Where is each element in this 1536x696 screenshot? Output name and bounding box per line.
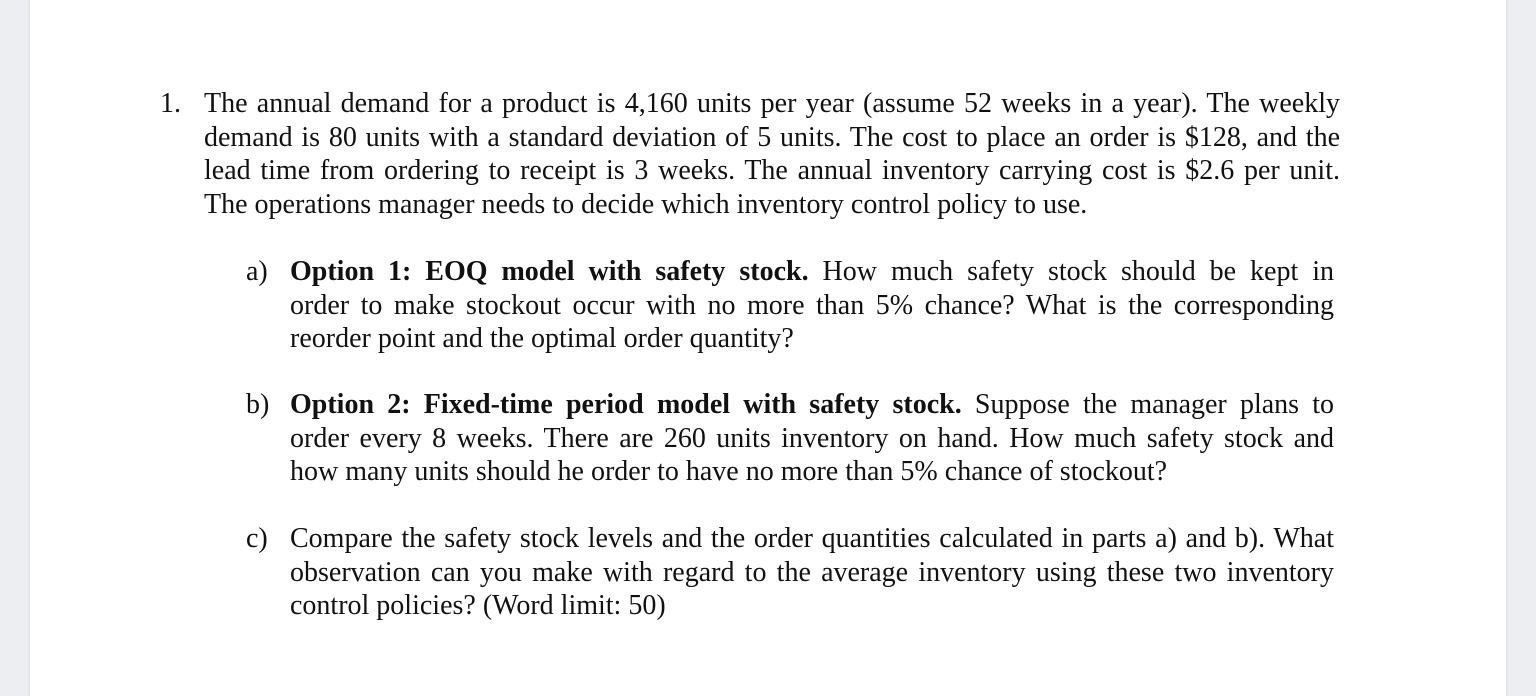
part-c-label: c) bbox=[246, 523, 268, 554]
part-a-label: a) bbox=[246, 256, 268, 287]
part-a-line-1 bbox=[290, 255, 1334, 289]
part-a-line-1-rest: How much safety stock should be kept in bbox=[808, 256, 1334, 287]
part-a-line-2: order to make stockout occur with no more than 5% chance? What is the corresponding bbox=[290, 289, 1334, 321]
part-a bbox=[246, 255, 1334, 356]
part-c-line-2: observation can you make with regard to the average inventory using these two inventory bbox=[290, 556, 1334, 588]
question-number: 1. bbox=[160, 88, 181, 119]
part-b-label: b) bbox=[246, 389, 270, 420]
question-line: The operations manager needs to decide which inventory control policy to use. bbox=[204, 188, 1088, 220]
part-b-line-1-rest: Suppose the manager plans to bbox=[961, 389, 1335, 420]
question-line: The annual demand for a product is 4,160 units per year (assume 52 weeks in a year). The weekly bbox=[204, 88, 1340, 119]
part-b-line-3: how many units should he order to have no more than 5% chance of stockout? bbox=[290, 456, 1168, 487]
question-text bbox=[204, 87, 1340, 221]
question-1 bbox=[160, 87, 1340, 221]
part-c-line-1: Compare the safety stock levels and the order quantities calculated in parts a) and b). What bbox=[290, 523, 1334, 554]
part-c-line-3: control policies? (Word limit: 50) bbox=[290, 590, 666, 621]
part-a-heading: Option 1: EOQ model with safety stock. bbox=[290, 256, 809, 287]
part-a-text bbox=[290, 255, 1334, 356]
part-c bbox=[246, 522, 1334, 623]
part-c-text bbox=[290, 522, 1334, 623]
document-page bbox=[30, 0, 1506, 696]
part-b-heading: Option 2: Fixed-time period model with safety stock. bbox=[290, 389, 962, 420]
question-line: lead time from ordering to receipt is 3 weeks. The annual inventory carrying cost is $2.6 per unit. bbox=[204, 155, 1340, 186]
question-line: demand is 80 units with a standard deviation of 5 units. The cost to place an order is $128, and the bbox=[204, 121, 1340, 153]
part-b-line-2: order every 8 weeks. There are 260 units inventory on hand. How much safety stock and bbox=[290, 422, 1334, 454]
part-b-text bbox=[290, 388, 1334, 489]
part-b bbox=[246, 388, 1334, 489]
part-a-line-3: reorder point and the optimal order quantity? bbox=[290, 323, 794, 354]
part-b-line-1 bbox=[290, 388, 1334, 422]
